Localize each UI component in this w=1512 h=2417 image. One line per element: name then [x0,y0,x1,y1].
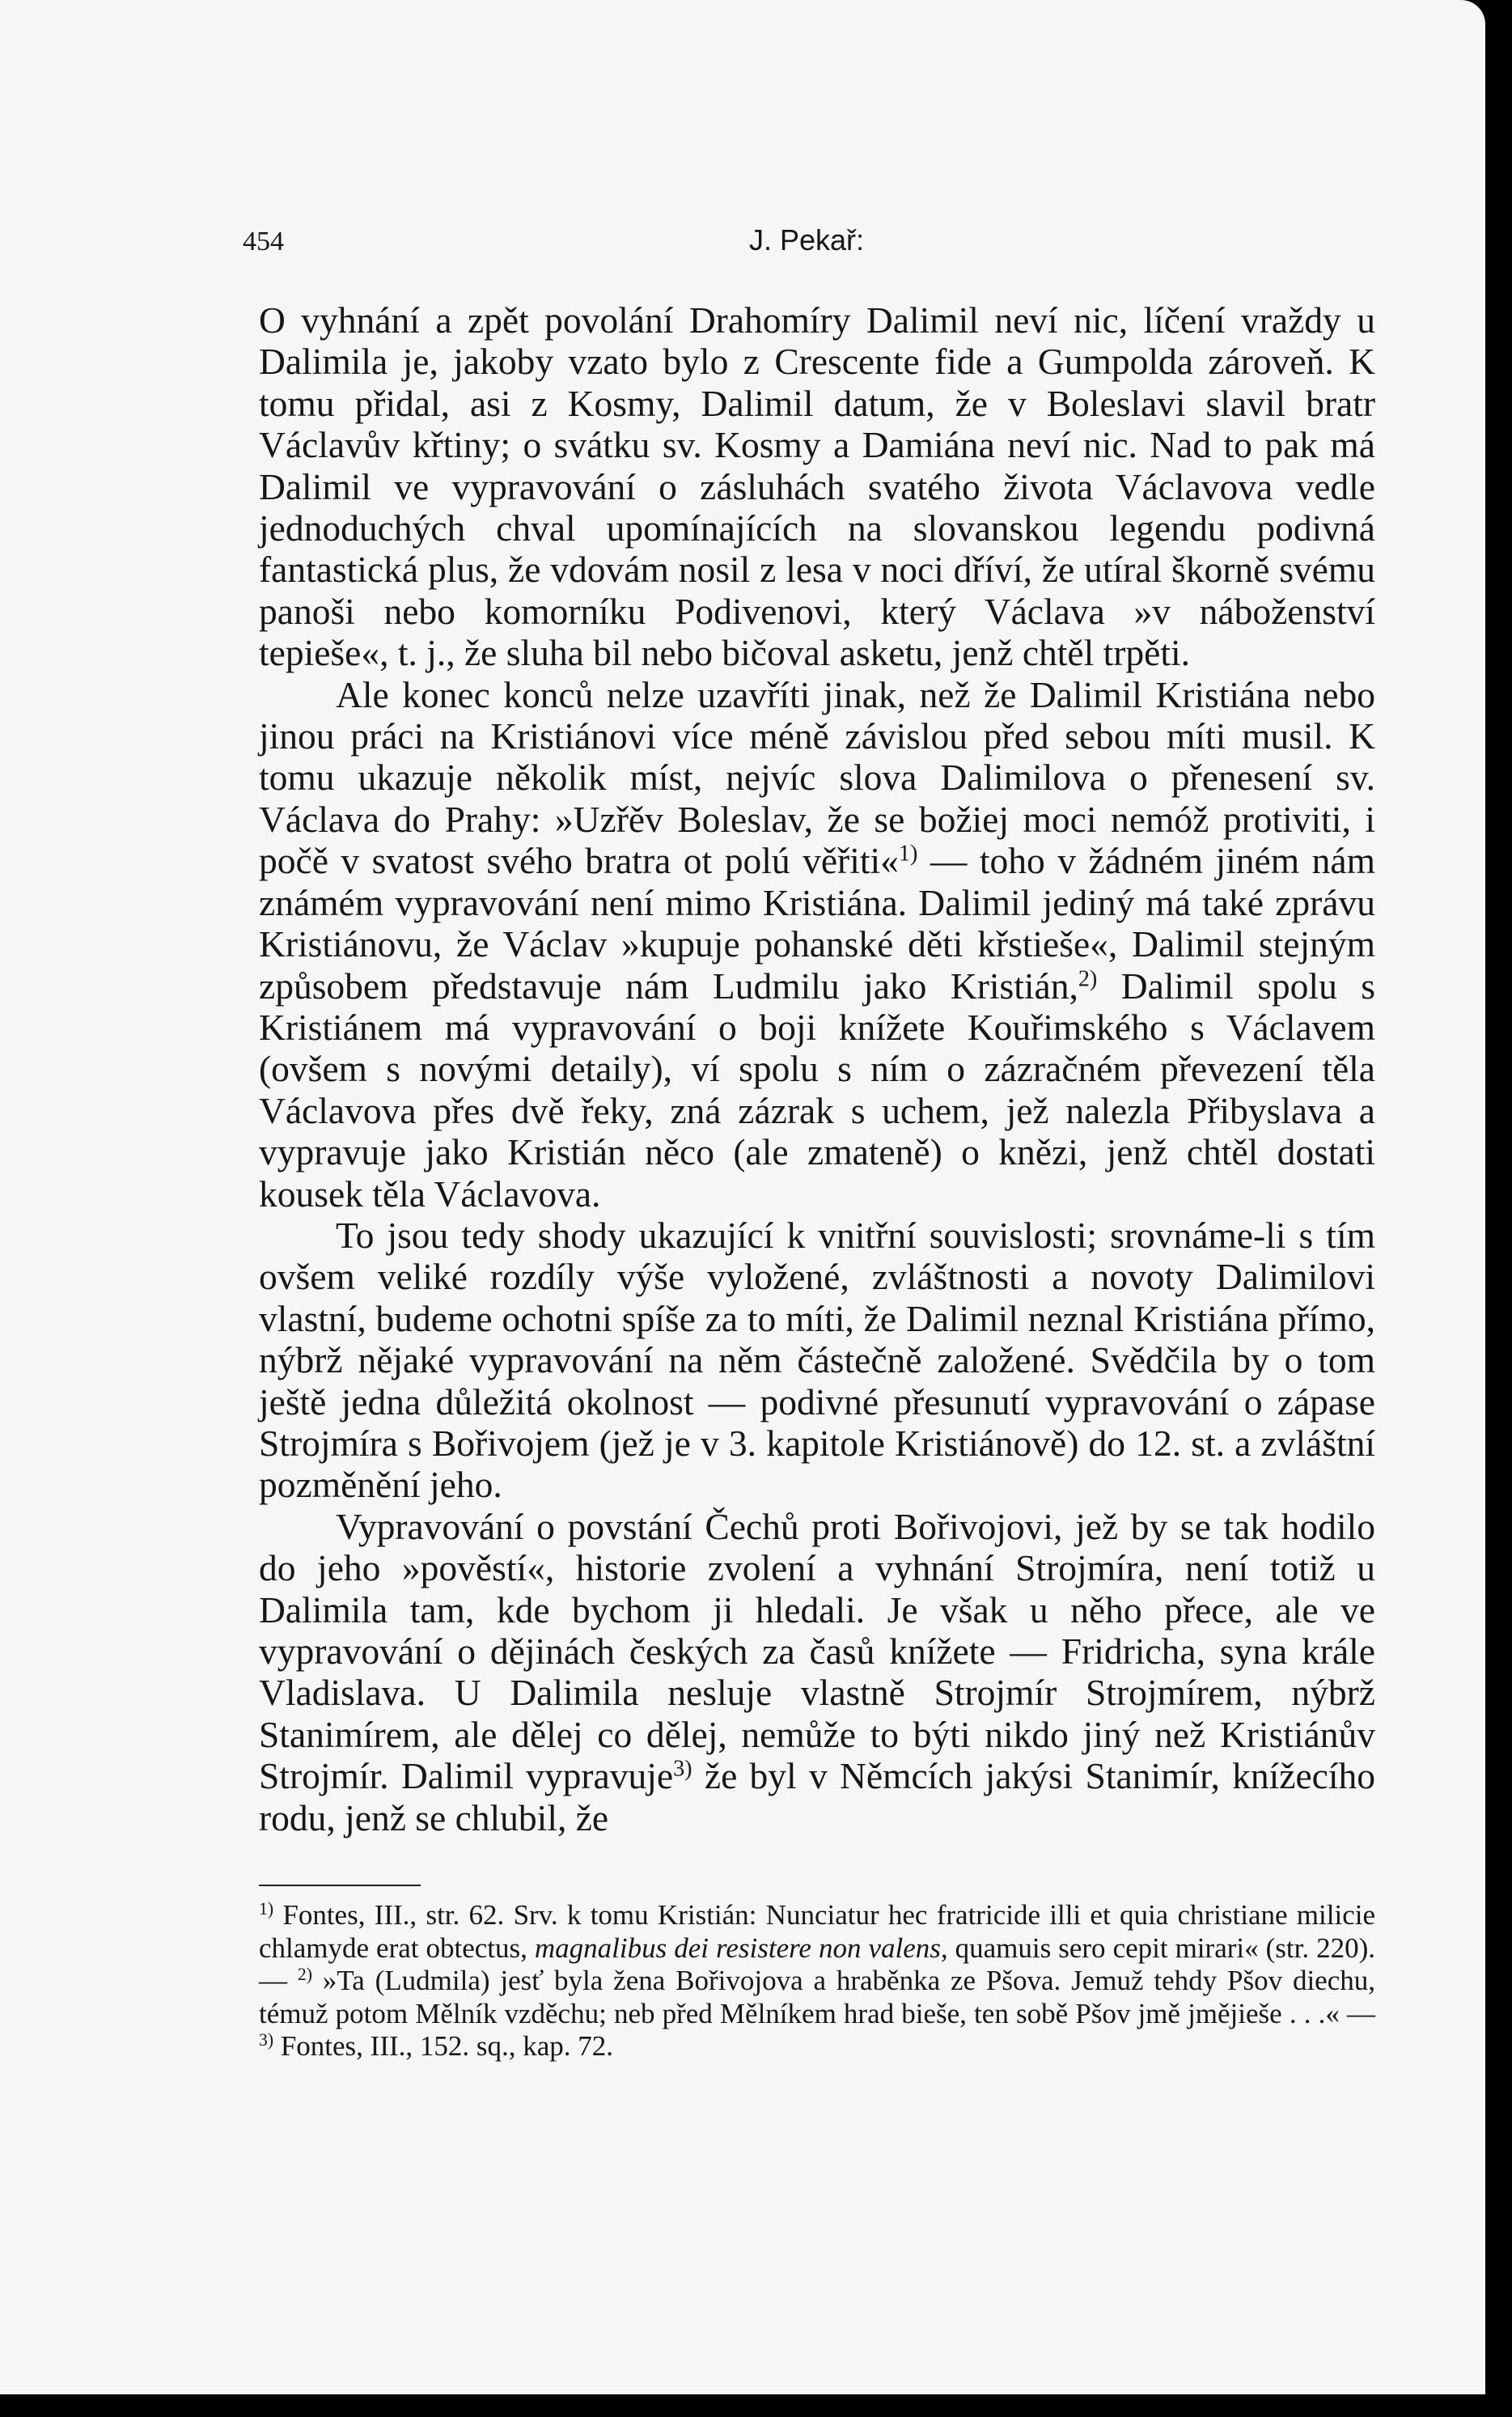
footnote-ref-2: 2) [1078,966,1098,991]
footnote-divider [259,1885,421,1886]
latin-quote-italic: magnalibus dei resistere non valens, [534,1931,948,1964]
paragraph-4: Vypravování o povstání Čechů proti Bořivojovi, jež by se tak hodilo do jeho »pověstí«, historie zvolení a vyhnání Strojmíra, není totiž u Dalimila tam, kde bychom ji hledali. Je však u něho přece, ale ve vypravování o dějinách českých za časů knížete — Fridricha, syna krále Vladislava. U Dalimila nesluje vlastně Strojmír Strojmírem, nýbrž Stanimírem, ale dělej co dělej, nemůže to býti nikdo jiný než Kristiánův Strojmír. Dalimil vypravuje$^{3)}$ že byl v Němcích jakýsi Stanimír, knížecího rodu, jenž se chlubil, že [259,1505,1375,1838]
footnote-mark-3: 3) [259,2030,274,2050]
footnote-ref-3: 3) [673,1756,692,1782]
footnote-ref-1: 1) [898,841,918,867]
running-head: J. Pekař: [749,223,865,257]
paragraph-1: O vyhnání a zpět povolání Drahomíry Dalimil neví nic, líčení vraždy u Dalimila je, jakoby vzato bylo z Crescente fide a Gumpolda zároveň. K tomu přidal, asi z Kosmy, Dalimil datum, že v Boleslavi slavil bratr Václavův křtiny; o svátku sv. Kosmy a Damiána neví nic. Nad to pak má Dalimil ve vypravování o zásluhách svatého života Václavova vedle jednoduchých chval upomínajících na slovanskou legendu podivná fantastická plus, že vdovám nosil z lesa v noci dříví, že utíral škorně svému panoši nebo komorníku Podivenovi, který Václava »v náboženství tepieše«, t. j., že sluha bil nebo bičoval asketu, jenž chtěl trpěti. [259,299,1375,674]
paragraph-3: To jsou tedy shody ukazující k vnitřní souvislosti; srovnáme-li s tím ovšem veliké rozdíly výše vyložené, zvláštnosti a novoty Dalimilovi vlastní, budeme ochotni spíše za to míti, že Dalimil neznal Kristiána přímo, nýbrž nějaké vypravování na něm částečně založené. Svědčila by o tom ještě jedna důležitá okolnost — podivné přesunutí vypravování o zápase Strojmíra s Bořivojem (jež je v 3. kapitole Kristiánově) do 12. st. a zvláštní pozměnění jeho. [259,1214,1375,1506]
footnote-block: $^{1)}$ Fontes, III., str. 62. Srv. k tomu Kristián: Nunciatur hec fratricide illi et quia christiane milicie chlamyde erat obtectus, magnalibus dei resistere non valens, quamuis sero cepit mirari« (str. 220). — $^{2)}$ »Ta (Ludmila) jesť byla žena Bořivojova a hraběnka ze Pšova. Jemuž tehdy Pšov diechu, témuž potom Mělník vzděchu; neb před Mělníkem hrad bieše, ten sobě Pšov jmě jmějieše . . .« — $^{3)}$ Fontes, III., 152. sq., kap. 72. [259,1899,1375,2062]
page-header [243,223,1375,267]
footnotes [259,1899,1375,2063]
footnote-mark-2: 2) [297,1965,312,1985]
body-text [259,299,1375,1838]
paragraph-2: Ale konec konců nelze uzavříti jinak, než že Dalimil Kristiána nebo jinou práci na Kristiánovi více méně závislou před sebou míti musil. K tomu ukazuje několik míst, nejvíc slova Dalimilova o přenesení sv. Václava do Prahy: »Uzřěv Boleslav, že se božiej moci nemóž protiviti, i počě v svatost svého bratra ot polú věřiti«$^{1)}$ — toho v žádném jiném nám známém vypravování není mimo Kristiána. Dalimil jediný má také zprávu Kristiánovu, že Václav »kupuje pohanské děti křstieše«, Dalimil stejným způsobem představuje nám Ludmilu jako Kristián,$^{2)}$ Dalimil spolu s Kristiánem má vypravování o boji knížete Kouřimského s Václavem (ovšem s novými detaily), ví spolu s ním o zázračném převezení těla Václavova přes dvě řeky, zná zázrak s uchem, jež nalezla Přibyslava a vypravuje jako Kristián něco (ale zmateně) o knězi, jenž chtěl dostati kousek těla Václavova. [259,673,1375,1215]
page-number: 454 [243,227,284,257]
footnote-mark-1: 1) [259,1899,274,1919]
